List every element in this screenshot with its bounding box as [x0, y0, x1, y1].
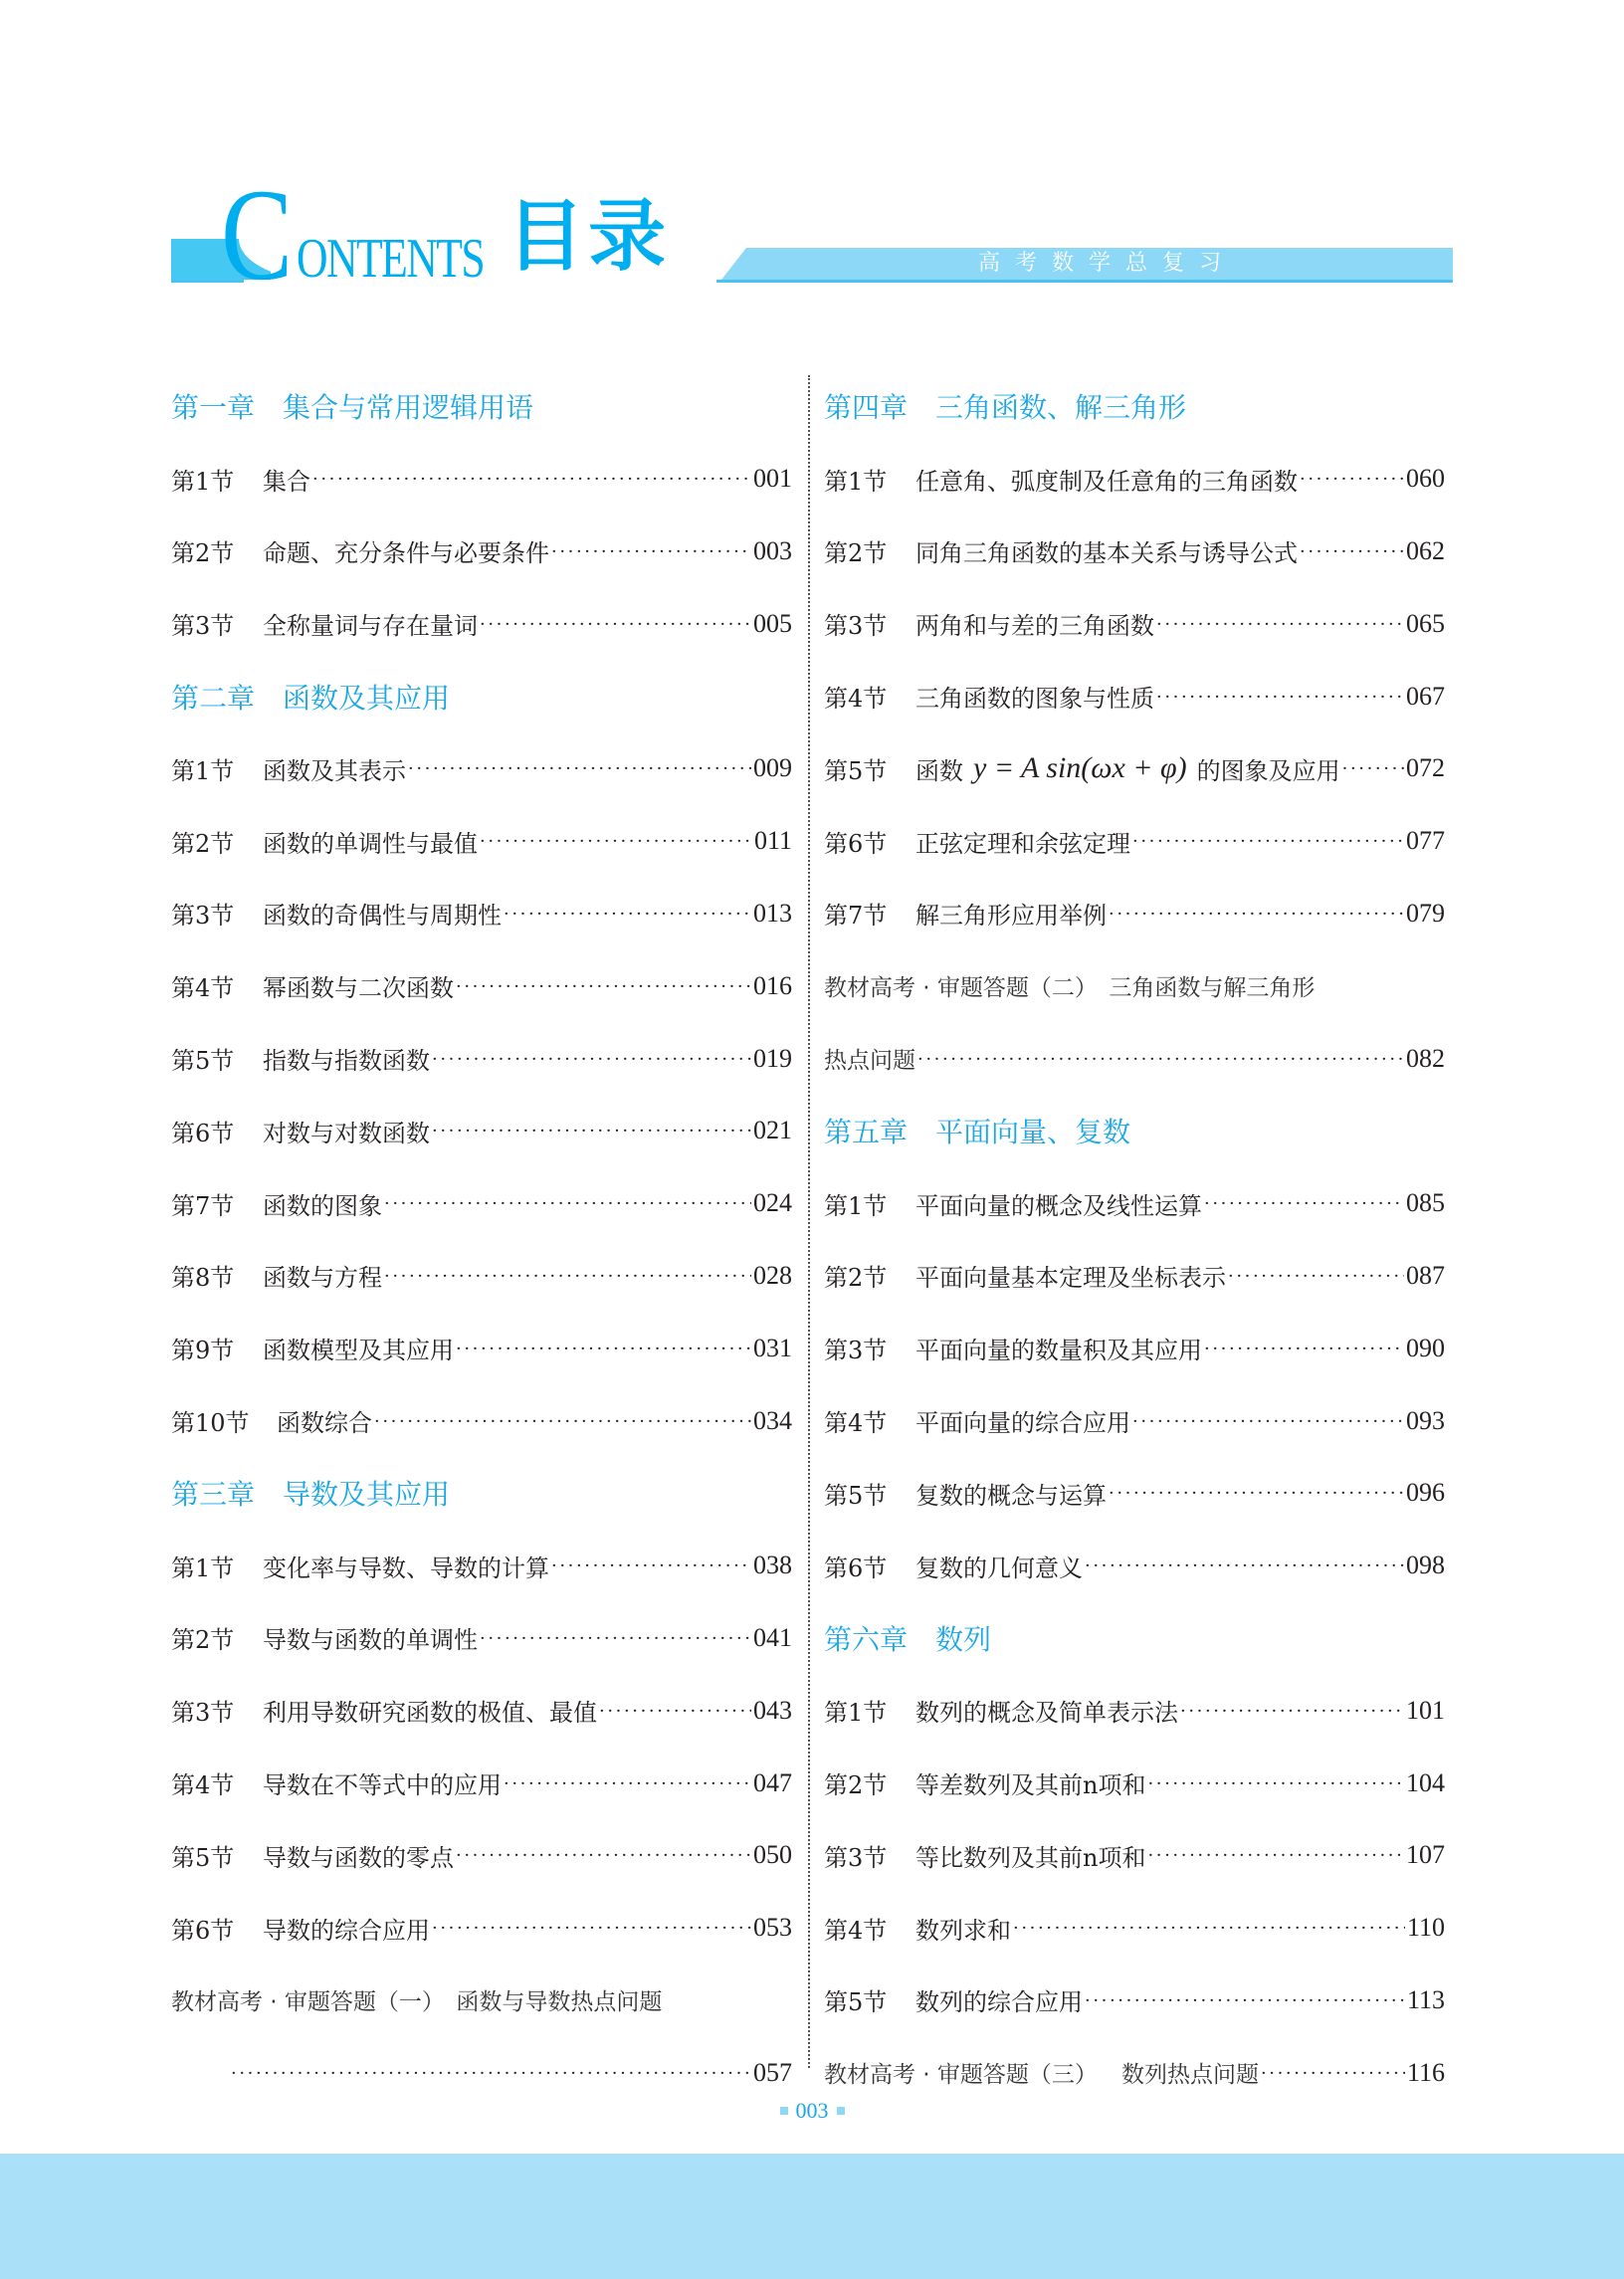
section-number: 第7节: [171, 1191, 235, 1220]
section-number: 第3节: [824, 612, 888, 641]
page-number: 090: [1406, 1333, 1445, 1362]
section-title: 导数与函数的单调性: [263, 1626, 478, 1655]
section-title-suffix: 的图象及应用: [1196, 756, 1340, 785]
page-number: 034: [753, 1405, 792, 1435]
section-title: 平面向量的概念及线性运算: [915, 1191, 1202, 1220]
dot-leader: [231, 2061, 751, 2085]
chapter-heading[interactable]: [824, 370, 1445, 443]
toc-entry[interactable]: [824, 1167, 1445, 1240]
toc-entry[interactable]: [171, 949, 792, 1022]
chapter-number: 第五章: [824, 1116, 909, 1149]
special-entry-title: 教材高考 · 审题答题（一） 函数与导数热点问题: [171, 1989, 663, 2016]
section-title: 函数的图象: [263, 1191, 382, 1220]
chapter-heading[interactable]: [171, 1457, 792, 1530]
section-number: 第6节: [171, 1119, 235, 1147]
chapter-title: 数列: [935, 1622, 992, 1656]
special-entry-title-line2: 热点问题: [824, 1048, 915, 1075]
section-number: 第1节: [171, 1554, 235, 1582]
section-number: 第4节: [171, 974, 235, 1003]
section-title: 两角和与差的三角函数: [915, 612, 1154, 641]
chapter-title: 函数及其应用: [283, 681, 451, 715]
page-number-footer: [0, 2098, 1624, 2124]
chapter-number: 第六章: [824, 1622, 909, 1656]
square-bullet-icon: [780, 2107, 788, 2115]
section-title: 任意角、弧度制及任意角的三角函数: [915, 467, 1298, 496]
section-number: 第2节: [824, 539, 888, 568]
section-number: 第4节: [824, 1916, 888, 1945]
chapter-number: 第三章: [171, 1478, 256, 1512]
dot-leader: [432, 1119, 751, 1142]
page-number: 087: [1406, 1260, 1445, 1290]
section-title: 函数的奇偶性与周期性: [263, 902, 502, 931]
section-number: 第3节: [171, 902, 235, 931]
page-number: 003: [753, 535, 792, 565]
toc-entry[interactable]: [824, 1457, 1445, 1530]
page-number: 013: [753, 898, 792, 928]
section-title: 同角三角函数的基本关系与诱导公式: [915, 539, 1298, 568]
section-title: 等差数列及其前n项和: [915, 1771, 1146, 1800]
toc-entry[interactable]: [824, 1384, 1445, 1457]
section-title: 正弦定理和余弦定理: [915, 829, 1130, 858]
section-title: 三角函数的图象与性质: [915, 685, 1154, 714]
dot-leader: [312, 467, 751, 491]
section-title: 数列的概念及简单表示法: [915, 1699, 1178, 1728]
section-number: 第5节: [171, 1843, 235, 1872]
toc-entry[interactable]: [171, 1312, 792, 1384]
section-number: 第2节: [171, 1626, 235, 1655]
page-number: 050: [753, 1840, 792, 1870]
page-number: 038: [753, 1551, 792, 1580]
page-number: 019: [753, 1043, 792, 1073]
page-number: 005: [753, 608, 792, 638]
chapter-title: 集合与常用逻辑用语: [283, 391, 534, 425]
toc-entry[interactable]: [171, 587, 792, 660]
section-number: 第3节: [824, 1337, 888, 1365]
chapter-title: 平面向量、复数: [935, 1116, 1131, 1149]
toc-entry[interactable]: [171, 1747, 792, 1819]
dot-leader: [1156, 612, 1404, 636]
square-bullet-icon: [837, 2107, 845, 2115]
section-title: 命题、充分条件与必要条件: [263, 539, 549, 568]
dot-leader: [1109, 902, 1404, 926]
section-title: 导数的综合应用: [263, 1916, 430, 1945]
section-number: 第6节: [171, 1916, 235, 1945]
contents-banner: [0, 0, 1624, 308]
toc-entry[interactable]: [824, 1965, 1445, 2037]
page-number: 085: [1406, 1188, 1445, 1218]
page-number: 098: [1406, 1551, 1445, 1580]
chapter-heading[interactable]: [171, 370, 792, 443]
page-number: 065: [1406, 608, 1445, 638]
logo-initial: C: [221, 161, 294, 308]
dot-leader: [1228, 1264, 1404, 1288]
section-title: 等比数列及其前n项和: [915, 1843, 1146, 1872]
section-number: 第3节: [171, 1699, 235, 1728]
toc-entry[interactable]: [824, 805, 1445, 878]
dot-leader: [480, 829, 752, 853]
page-number: 021: [753, 1116, 792, 1145]
dot-leader: [1180, 1699, 1404, 1723]
page-number: 116: [1406, 2057, 1445, 2087]
section-number: 第1节: [171, 756, 235, 785]
toc-entry[interactable]: [171, 1602, 792, 1675]
toc-entry[interactable]: [824, 1530, 1445, 1602]
section-title: 函数及其表示: [263, 756, 406, 785]
page-number: 079: [1406, 898, 1445, 928]
dot-leader: [1204, 1191, 1404, 1215]
dot-leader: [1342, 756, 1404, 780]
dot-leader: [1204, 1337, 1404, 1360]
formula: y = A sin(ωx + φ): [973, 751, 1187, 785]
page-number: 024: [753, 1188, 792, 1218]
page-number: 060: [1406, 464, 1445, 494]
toc-entry[interactable]: [824, 878, 1445, 950]
dot-leader: [432, 1047, 751, 1071]
section-number: 第5节: [824, 1481, 888, 1510]
section-number: 第3节: [171, 612, 235, 641]
dot-leader: [1156, 685, 1404, 709]
dot-leader: [1300, 467, 1404, 491]
dot-leader: [551, 1554, 751, 1577]
section-number: 第1节: [824, 1699, 888, 1728]
section-title: 集合: [263, 467, 310, 496]
dot-leader: [456, 974, 751, 998]
dot-leader: [408, 756, 751, 780]
toc-special-entry[interactable]: [171, 1965, 792, 2037]
dot-leader: [384, 1191, 751, 1215]
dot-leader: [917, 1047, 1404, 1071]
section-title: 函数与方程: [263, 1264, 382, 1293]
dot-leader: [504, 902, 751, 926]
section-title: 对数与对数函数: [263, 1119, 430, 1147]
section-number: 第7节: [824, 902, 888, 931]
footer-band: [0, 2154, 1624, 2279]
dot-leader: [504, 1771, 751, 1795]
special-entry-title: 教材高考 · 审题答题（二） 三角函数与解三角形: [824, 975, 1316, 1002]
dot-leader: [1132, 829, 1404, 853]
toc-entry[interactable]: [824, 732, 1445, 805]
toc-entry[interactable]: [171, 1819, 792, 1892]
section-title: 导数在不等式中的应用: [263, 1771, 502, 1800]
toc-entry[interactable]: [171, 1095, 792, 1167]
page-number: 062: [1406, 535, 1445, 565]
section-number: 第5节: [824, 1988, 888, 2017]
book-subtitle: 高考数学总复习: [978, 251, 1237, 276]
section-number: 第4节: [171, 1771, 235, 1800]
section-title: 函数: [915, 756, 963, 785]
chapter-number: 第二章: [171, 681, 256, 715]
page-number: 011: [753, 826, 792, 856]
dot-leader: [480, 1626, 751, 1650]
section-number: 第2节: [824, 1771, 888, 1800]
toc-entry[interactable]: [171, 1167, 792, 1240]
section-number: 第1节: [824, 1191, 888, 1220]
dot-leader: [1085, 1988, 1405, 2012]
page-number: 047: [753, 1767, 792, 1797]
section-number: 第9节: [171, 1337, 235, 1365]
section-number: 第10节: [171, 1409, 250, 1438]
section-title: 幂函数与二次函数: [263, 974, 454, 1003]
section-title: 复数的几何意义: [915, 1554, 1083, 1582]
dot-leader: [1109, 1481, 1404, 1505]
dot-leader: [551, 539, 751, 563]
toc-entry[interactable]: [824, 1240, 1445, 1313]
page-number: 057: [753, 2057, 792, 2087]
section-title: 解三角形应用举例: [915, 902, 1107, 931]
chapter-heading[interactable]: [824, 1602, 1445, 1675]
dot-leader: [480, 612, 751, 636]
footer-page-number: 003: [795, 2098, 829, 2123]
toc-entry[interactable]: [171, 443, 792, 516]
toc-entry[interactable]: [824, 660, 1445, 732]
toc-entry[interactable]: [171, 1240, 792, 1313]
dot-leader: [432, 1916, 751, 1940]
page-number: 113: [1406, 1984, 1445, 2014]
dot-leader: [1147, 1843, 1404, 1867]
page-number: 082: [1406, 1043, 1445, 1073]
chapter-heading[interactable]: [171, 660, 792, 732]
section-title: 函数的单调性与最值: [263, 829, 478, 858]
logo-word: ONTENTS: [297, 228, 485, 290]
toc-entry[interactable]: [824, 1747, 1445, 1819]
toc-right-column: [824, 370, 1445, 2109]
page-number: 093: [1406, 1405, 1445, 1435]
section-title: 导数与函数的零点: [263, 1843, 454, 1872]
toc-entry[interactable]: [171, 1384, 792, 1457]
column-divider: [808, 375, 810, 2068]
section-title: 指数与指数函数: [263, 1047, 430, 1076]
toc-entry[interactable]: [171, 1022, 792, 1095]
page-number: 043: [753, 1695, 792, 1725]
special-entry-topic: 数列热点问题: [1120, 2062, 1259, 2089]
chapter-number: 第一章: [171, 391, 256, 425]
toc-entry[interactable]: [824, 1674, 1445, 1747]
dot-leader: [1147, 1771, 1404, 1795]
page-number: 077: [1406, 826, 1445, 856]
chapter-number: 第四章: [824, 391, 909, 425]
section-title: 复数的概念与运算: [915, 1481, 1107, 1510]
toc-entry[interactable]: [171, 516, 792, 588]
section-number: 第1节: [824, 467, 888, 496]
page-number: 107: [1406, 1840, 1445, 1870]
section-title: 函数综合: [277, 1409, 372, 1438]
special-entry-title: 教材高考 · 审题答题（三）: [824, 2062, 1098, 2089]
toc-entry[interactable]: [171, 1892, 792, 1965]
section-number: 第5节: [824, 756, 888, 785]
section-title: 平面向量基本定理及坐标表示: [915, 1264, 1226, 1293]
section-title: 全称量词与存在量词: [263, 612, 478, 641]
section-title: 函数模型及其应用: [263, 1337, 454, 1365]
dot-leader: [456, 1337, 751, 1360]
dot-leader: [1013, 1916, 1405, 1940]
page-number: 101: [1406, 1695, 1445, 1725]
section-number: 第6节: [824, 829, 888, 858]
page-number: 104: [1406, 1767, 1445, 1797]
contents-logo: [221, 161, 671, 308]
section-number: 第3节: [824, 1843, 888, 1872]
page-number: 016: [753, 970, 792, 1000]
dot-leader: [599, 1699, 751, 1723]
logo-chinese: 目录: [507, 192, 671, 282]
section-title: 平面向量的数量积及其应用: [915, 1337, 1202, 1365]
section-title: 利用导数研究函数的极值、最值: [263, 1699, 597, 1728]
toc-entry[interactable]: [824, 1819, 1445, 1892]
toc-entry[interactable]: [824, 516, 1445, 588]
toc-entry[interactable]: [824, 1312, 1445, 1384]
page-number: 041: [753, 1622, 792, 1652]
dot-leader: [1132, 1409, 1404, 1433]
toc-entry[interactable]: [824, 443, 1445, 516]
dot-leader: [1300, 539, 1404, 563]
section-number: 第2节: [171, 539, 235, 568]
page-number: 096: [1406, 1478, 1445, 1508]
toc-entry[interactable]: [171, 1674, 792, 1747]
dot-leader: [1085, 1554, 1404, 1577]
toc-entry[interactable]: [171, 732, 792, 805]
page-number: 072: [1406, 753, 1445, 783]
section-number: 第4节: [824, 685, 888, 714]
page-number: 001: [753, 464, 792, 494]
page-number: 053: [753, 1913, 792, 1943]
toc-entry[interactable]: [171, 1530, 792, 1602]
section-number: 第4节: [824, 1409, 888, 1438]
dot-leader: [374, 1409, 751, 1433]
page-number: 110: [1406, 1913, 1445, 1943]
chapter-title: 导数及其应用: [283, 1478, 451, 1512]
section-number: 第1节: [171, 467, 235, 496]
section-title: 平面向量的综合应用: [915, 1409, 1130, 1438]
section-title: 变化率与导数、导数的计算: [263, 1554, 549, 1582]
toc-entry[interactable]: [824, 587, 1445, 660]
section-number: 第6节: [824, 1554, 888, 1582]
dot-leader: [456, 1843, 751, 1867]
section-number: 第8节: [171, 1264, 235, 1293]
toc-entry[interactable]: [824, 1892, 1445, 1965]
section-number: 第2节: [824, 1264, 888, 1293]
chapter-heading[interactable]: [824, 1095, 1445, 1167]
page-number: 031: [753, 1333, 792, 1362]
page-number: 028: [753, 1260, 792, 1290]
section-number: 第2节: [171, 829, 235, 858]
toc-special-entry[interactable]: [824, 949, 1445, 1022]
toc-entry[interactable]: [171, 878, 792, 950]
page-number: 067: [1406, 681, 1445, 711]
section-number: 第5节: [171, 1047, 235, 1076]
chapter-title: 三角函数、解三角形: [935, 391, 1187, 425]
toc-entry[interactable]: [171, 805, 792, 878]
section-title: 数列求和: [915, 1916, 1011, 1945]
toc-special-entry-continued[interactable]: [824, 1022, 1445, 1095]
toc-left-column: [171, 370, 792, 2109]
page-number: 009: [753, 753, 792, 783]
dot-leader: [1261, 2061, 1405, 2085]
section-title: 数列的综合应用: [915, 1988, 1083, 2017]
dot-leader: [384, 1264, 751, 1288]
